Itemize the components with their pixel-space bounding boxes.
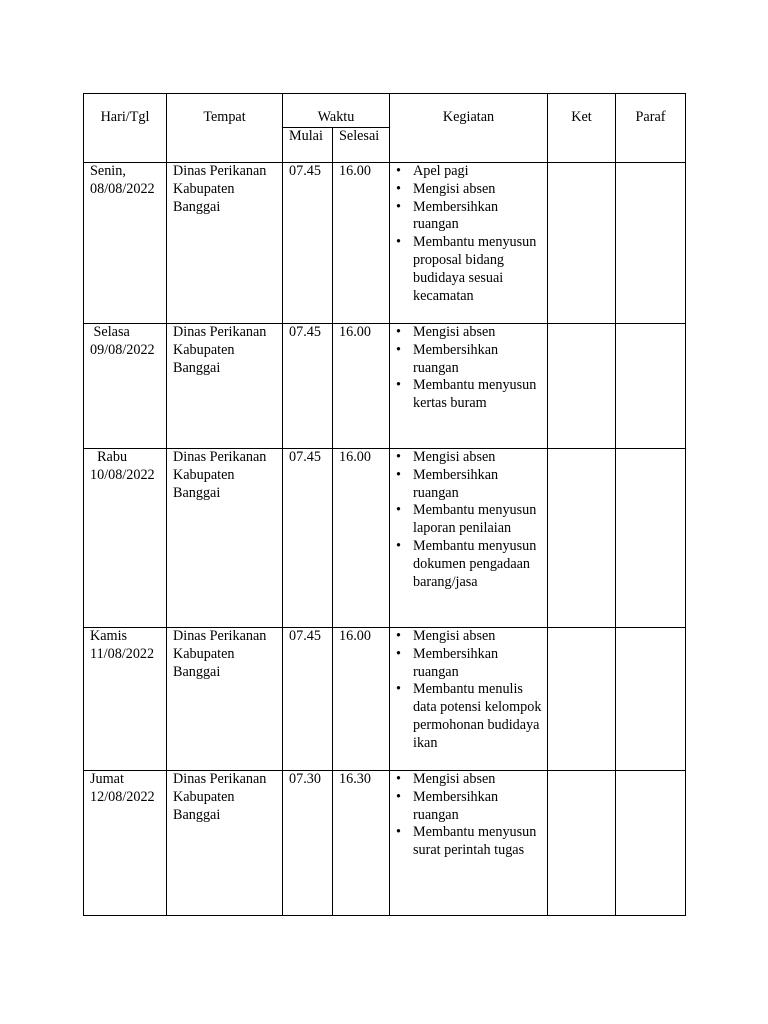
table-row	[84, 449, 686, 628]
kegiatan-text: Membersihkan ruangan	[413, 198, 499, 233]
cell-selesai: 16.00	[333, 628, 390, 771]
cell-tempat: Dinas Perikanan Kabupaten Banggai	[167, 163, 283, 324]
day-date: 08/08/2022	[90, 180, 155, 197]
list-item	[390, 681, 543, 752]
bullet-icon: •	[396, 163, 401, 179]
cell-kegiatan	[390, 449, 548, 628]
kegiatan-list	[390, 324, 547, 413]
day-date: 11/08/2022	[90, 645, 155, 662]
table-body	[84, 163, 686, 916]
kegiatan-list	[390, 628, 547, 753]
list-item	[390, 789, 543, 825]
kegiatan-list	[390, 163, 547, 305]
cell-kegiatan	[390, 771, 548, 916]
cell-paraf	[616, 324, 686, 449]
header-row	[84, 94, 686, 128]
cell-paraf	[616, 771, 686, 916]
bullet-icon: •	[396, 324, 401, 340]
cell-kegiatan	[390, 163, 548, 324]
cell-ket	[548, 449, 616, 628]
day-name: Jumat	[90, 771, 124, 787]
list-item	[390, 824, 543, 860]
kegiatan-text: Membersihkan ruangan	[413, 341, 499, 376]
header-kegiatan: Kegiatan	[390, 94, 548, 163]
cell-mulai: 07.45	[283, 628, 333, 771]
cell-tempat: Dinas Perikanan Kabupaten Banggai	[167, 449, 283, 628]
kegiatan-text: Membersihkan ruangan	[413, 466, 499, 501]
cell-mulai: 07.30	[283, 771, 333, 916]
bullet-icon: •	[396, 377, 401, 394]
cell-mulai: 07.45	[283, 324, 333, 449]
bullet-icon: •	[396, 234, 401, 251]
cell-paraf	[616, 628, 686, 771]
cell-hari-tgl	[84, 163, 167, 324]
cell-selesai: 16.00	[333, 324, 390, 449]
cell-mulai: 07.45	[283, 163, 333, 324]
bullet-icon: •	[396, 537, 401, 554]
table-row	[84, 628, 686, 771]
cell-ket	[548, 771, 616, 916]
bullet-icon: •	[396, 180, 401, 197]
cell-selesai: 16.30	[333, 771, 390, 916]
kegiatan-text: Mengisi absen	[413, 324, 496, 340]
cell-paraf	[616, 163, 686, 324]
bullet-icon: •	[396, 681, 401, 698]
cell-selesai: 16.00	[333, 163, 390, 324]
kegiatan-text: Mengisi absen	[413, 180, 496, 197]
list-item	[390, 628, 543, 646]
bullet-icon: •	[396, 198, 401, 215]
list-item	[390, 449, 543, 467]
kegiatan-list	[390, 449, 547, 591]
header-ket: Ket	[548, 94, 616, 163]
list-item	[390, 771, 543, 789]
day-name: Kamis	[90, 628, 128, 644]
bullet-icon: •	[396, 341, 401, 358]
kegiatan-text: Membantu menyusun kertas buram	[413, 377, 537, 412]
list-item	[390, 538, 543, 591]
bullet-icon: •	[396, 449, 401, 465]
list-item	[390, 342, 543, 378]
day-name: Selasa	[90, 324, 130, 340]
kegiatan-text: Membantu menulis data potensi kelompok permohonan budidaya ikan	[413, 681, 542, 751]
list-item	[390, 181, 543, 199]
day-date: 12/08/2022	[90, 788, 155, 805]
list-item	[390, 467, 543, 503]
cell-ket	[548, 628, 616, 771]
day-date: 10/08/2022	[90, 466, 155, 483]
cell-tempat: Dinas Perikanan Kabupaten Banggai	[167, 324, 283, 449]
kegiatan-text: Membersihkan ruangan	[413, 788, 499, 823]
kegiatan-text: Mengisi absen	[413, 771, 496, 787]
header-hari-tgl: Hari/Tgl	[84, 94, 167, 163]
cell-hari-tgl	[84, 324, 167, 449]
cell-ket	[548, 163, 616, 324]
kegiatan-text: Mengisi absen	[413, 449, 496, 465]
table-row	[84, 163, 686, 324]
kegiatan-text: Membantu menyusun surat perintah tugas	[413, 824, 537, 859]
kegiatan-text: Membersihkan ruangan	[413, 645, 499, 680]
bullet-icon: •	[396, 771, 401, 787]
list-item	[390, 646, 543, 682]
header-selesai: Selesai	[333, 128, 390, 163]
bullet-icon: •	[396, 466, 401, 483]
header-tempat: Tempat	[167, 94, 283, 163]
cell-mulai: 07.45	[283, 449, 333, 628]
bullet-icon: •	[396, 788, 401, 805]
kegiatan-text: Membantu menyusun laporan penilaian	[413, 502, 537, 537]
cell-hari-tgl	[84, 771, 167, 916]
day-name: Senin,	[90, 163, 126, 179]
list-item	[390, 234, 543, 305]
list-item	[390, 199, 543, 235]
day-date: 09/08/2022	[90, 341, 155, 358]
activity-log-table	[83, 93, 686, 916]
table-row	[84, 324, 686, 449]
list-item	[390, 324, 543, 342]
kegiatan-text: Membantu menyusun proposal bidang budidaya sesuai kecamatan	[413, 234, 537, 304]
list-item	[390, 377, 543, 413]
list-item	[390, 502, 543, 538]
header-paraf: Paraf	[616, 94, 686, 163]
kegiatan-text: Membantu menyusun dokumen pengadaan barang/jasa	[413, 537, 537, 590]
cell-paraf	[616, 449, 686, 628]
cell-hari-tgl	[84, 449, 167, 628]
cell-selesai: 16.00	[333, 449, 390, 628]
header-waktu: Waktu	[283, 94, 390, 128]
kegiatan-text: Mengisi absen	[413, 628, 496, 644]
cell-tempat: Dinas Perikanan Kabupaten Banggai	[167, 628, 283, 771]
cell-hari-tgl	[84, 628, 167, 771]
cell-tempat: Dinas Perikanan Kabupaten Banggai	[167, 771, 283, 916]
cell-kegiatan	[390, 324, 548, 449]
list-item	[390, 163, 543, 181]
day-name: Rabu	[90, 449, 128, 465]
cell-ket	[548, 324, 616, 449]
table-row	[84, 771, 686, 916]
header-mulai: Mulai	[283, 128, 333, 163]
kegiatan-text: Apel pagi	[413, 163, 469, 179]
kegiatan-list	[390, 771, 547, 860]
bullet-icon: •	[396, 502, 401, 519]
bullet-icon: •	[396, 628, 401, 644]
bullet-icon: •	[396, 645, 401, 662]
cell-kegiatan	[390, 628, 548, 771]
bullet-icon: •	[396, 824, 401, 841]
